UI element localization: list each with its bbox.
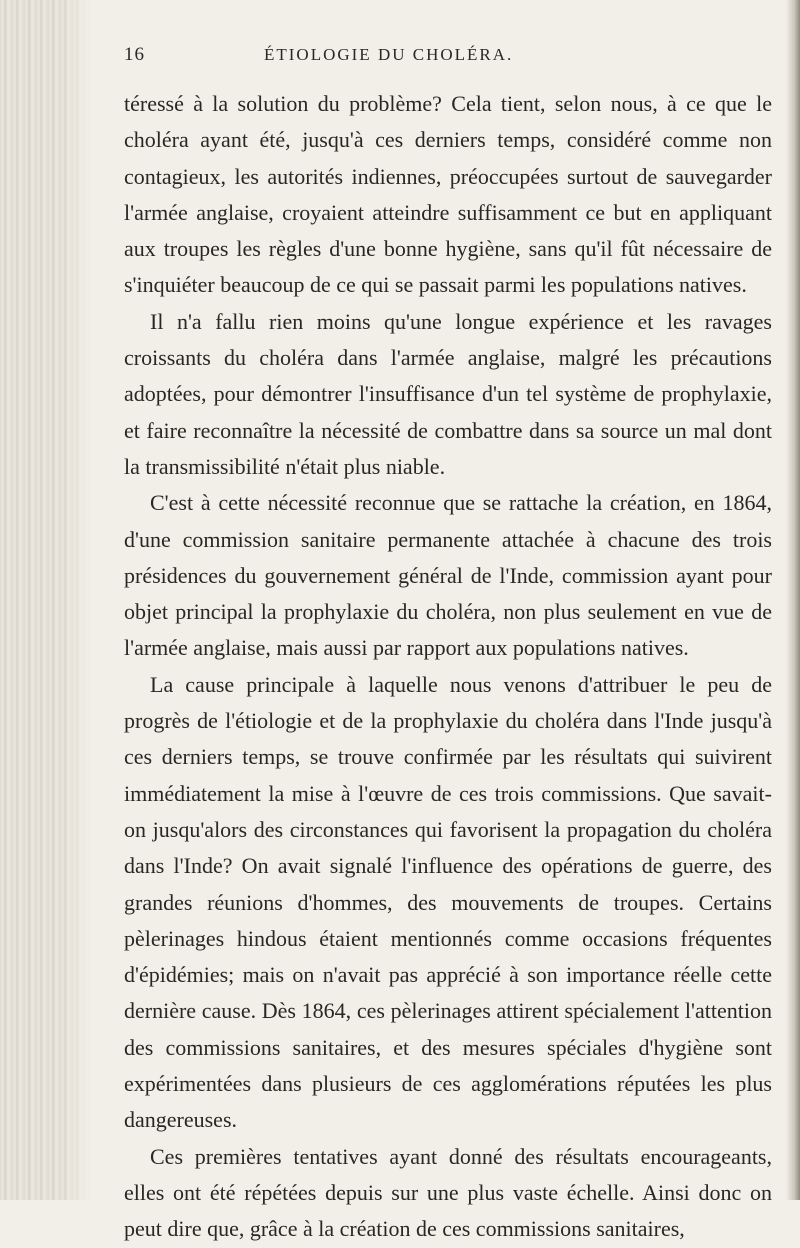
paragraph: Ces premières tentatives ayant donné des résultats encourageants, elles ont été répétées depuis sur une plus vaste échelle. Ainsi donc on peut dire que, grâce à la création de ces commissions sanitaires,: [124, 1143, 772, 1242]
paragraph: Il n'a fallu rien moins qu'une longue expérience et les ravages croissants du choléra dans l'armée anglaise, malgré les précautions adoptées, pour démontrer l'insuffisance d'un tel système de prophylaxie, et faire reconnaître la nécessité de combattre dans sa source un mal dont la transmissibilité n'était plus niable.: [124, 308, 772, 479]
running-title: ÉTIOLOGIE DU CHOLÉRA.: [264, 45, 514, 64]
book-page: [124, 0, 784, 1242]
body-text: [124, 86, 772, 1248]
paragraph: C'est à cette nécessité reconnue que se rattache la création, en 1864, d'une commission sanitaire permanente attachée à chacune des trois présidences du gouvernement général de l'Inde, commission ayant pour objet principal la prophylaxie du choléra, non plus seulement en vue de l'armée anglaise, mais aussi par rapport aux populations natives.: [124, 490, 772, 661]
page-right-edge-shadow: [786, 0, 800, 1200]
paragraph: La cause principale à laquelle nous venons d'attribuer le peu de progrès de l'étiologie et de la prophylaxie du choléra dans l'Inde jusqu'à ces derniers temps, se trouve confirmée par les résultats qui suivirent immédiatement la mise à l'œuvre de ces trois commissions. Que savait-on jusqu'alors des circonstances qui favorisent la propagation du choléra dans l'Inde? On avait signalé l'influence des opérations de guerre, des grandes réunions d'hommes, des mouvements de troupes. Certains pèlerinages hindous étaient mentionnés comme occasions fréquentes d'épidémies; mais on n'avait pas apprécié à son importance réelle cette dernière cause. Dès 1864, ces pèlerinages attirent spécialement l'attention des commissions sanitaires, et des mesures spéciales d'hygiène sont expérimentées dans plusieurs de ces agglomérations réputées les plus dangereuses.: [124, 671, 772, 1133]
book-binding-edge: [0, 0, 92, 1200]
running-head: [124, 44, 784, 74]
paragraph-continuation: téressé à la solution du problème? Cela tient, selon nous, à ce que le choléra ayant été, jusqu'à ces derniers temps, considéré comme non contagieux, les autorités indiennes, préoccupées surtout de sauvegarder l'armée anglaise, croyaient atteindre suffisamment ce but en appliquant aux troupes les règles d'une bonne hygiène, sans qu'il fût nécessaire de s'inquiéter beaucoup de ce qui se passait parmi les populations natives.: [124, 91, 772, 298]
page-number: 16: [124, 44, 145, 65]
